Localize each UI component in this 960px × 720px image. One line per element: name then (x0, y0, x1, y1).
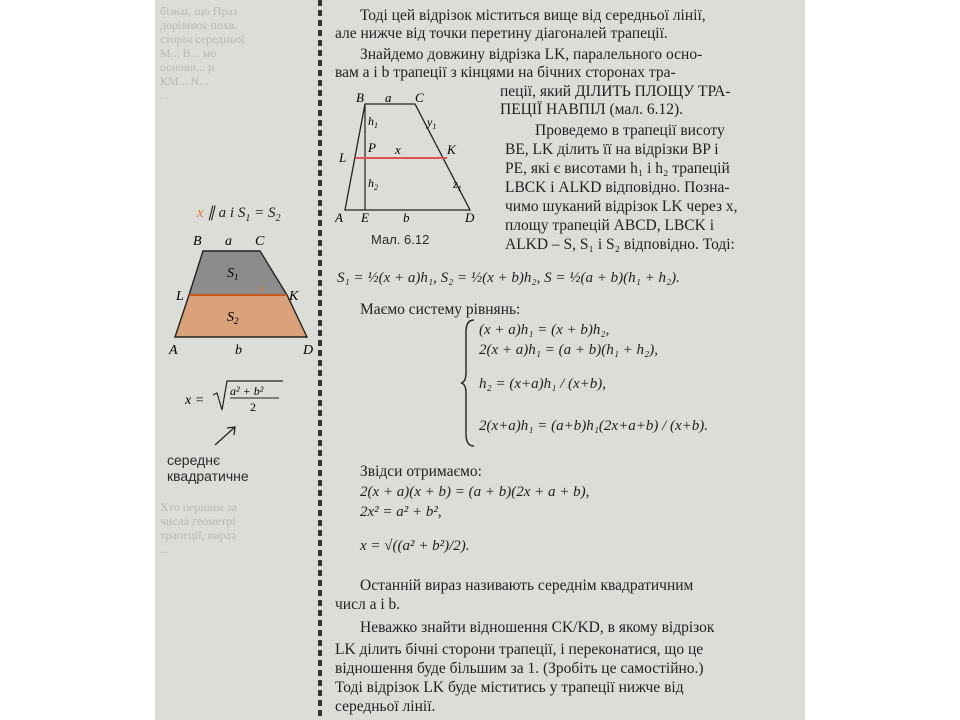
vertex-k: K (289, 289, 299, 304)
svg-text:z1: $z_1$ (453, 177, 462, 193)
system-eq-4: 2(x+a)h₁ = (a+b)h₁(2x+a+b) / (x+b). (479, 418, 709, 434)
text-line-13: ALKD – S, S₁ і S₂ відповідно. Тоді: (505, 236, 735, 253)
sidebar-condition: x ∥ a і $S_1 = S_2$ (197, 205, 281, 224)
vertex-c: C (255, 234, 265, 249)
trapezoid-lower-part (175, 295, 307, 337)
svg-text:L: L (339, 150, 347, 165)
result-intro: Звідси отримаємо: (360, 463, 482, 480)
system-intro: Маємо систему рівнянь: (360, 301, 521, 318)
sidebar-note-1: середнє (167, 452, 221, 468)
svg-text:A: A (335, 210, 343, 225)
side-a: a (225, 234, 232, 249)
closing-line-3: Неважко знайти відношення CK/KD, в якому відрізок (360, 619, 715, 636)
vertex-b: B (193, 234, 202, 249)
svg-text:a: a (385, 92, 392, 105)
svg-text:P: P (368, 140, 376, 155)
text-line-12: площу трапецій ABCD, LBCK і (505, 217, 715, 234)
svg-text:y1: $y_1$ (427, 115, 437, 131)
system-eq-1: (x + a)h₁ = (x + b)h₂, (479, 322, 610, 338)
textbook-page: бізкаі, що Праз дорівнює похв. сторін середньої М... В... мо основи... р КМ... N... ... Хто першим за числа геометрі трапеції, вираз ... x ∥ a і $S_1 = S_2$ B a C $S_1$ x L K $S_2$ A b D x = a² + b² 2 середнє квадратичне B a C $h_1$ $y_1$ L P x K $h_2$ $z_1$ A E b D Мал. 6.12 Тоді цей відрізок міститься вище від середньої лінії, але нижче від точки перетину діагоналей трапеції. Знайдемо довжину відрізка LK, паралельного осно- вам a і b трапеції з кінцями на бічних сторонах тра- пеції, який ДІЛИТЬ ПЛОЩУ ТРА- ПЕЦІЇ НАВПІЛ (мал. 6.12). Проведемо в трапеції висоту BE, LK ділить її на відрізки BP і PE, які є висотами h₁ і h₂ трапецій LBCK і ALKD відповідно. Позна- чимо шуканий відрізок LK через x, площу трапецій ABCD, LBCK і ALKD – S, S₁ і S₂ відповідно. Тоді: S₁ = ½(x + a)h₁, S₂ = ½(x + b)h₂, S = ½(a + b)(h₁ + h₂). Маємо систему рівнянь: (x + a)h₁ = (x + b)h₂, 2(x + a)h₁ = (a + b)(h₁ + h₂), h₂ = (x+a)h₁ / (x+b), 2(x+a)h₁ = (a+b)h₁(2x+a+b) / (x+b). Звідси отримаємо: 2(x + a)(x + b) = (a + b)(2x + a + b), 2x² = a² + b², x = √((a² + b²)/2). Останній вираз називають середнім квадратичним числ a і b. Неважко знайти відношення CK/KD, в якому відрізок LK ділить бічні сторони трапеції, і переконатися, що це відношення буде більшим за 1. (Зробіть це самостійно.) Тоді відрізок LK буде міститись у трапеції нижче від середньої лінії. (155, 0, 805, 720)
svg-text:x: x (395, 142, 401, 157)
vertex-a: A (169, 343, 178, 358)
text-line-5: пеції, який ДІЛИТЬ ПЛОЩУ ТРА- (500, 83, 731, 100)
svg-text:a² + b²: a² + b² (230, 384, 264, 398)
text-line-4: вам a і b трапеції з кінцями на бічних сторонах тра- (335, 64, 676, 81)
result-3: x = √((a² + b²)/2). (360, 538, 470, 554)
svg-text:D: D (465, 210, 475, 225)
system-brace (460, 318, 478, 448)
text-line-6: ПЕЦІЇ НАВПІЛ (мал. 6.12). (500, 101, 684, 118)
text-line-7: Проведемо в трапеції висоту (535, 122, 725, 139)
sidebar-note-2: квадратичне (167, 468, 249, 484)
vertex-d: D (303, 343, 314, 358)
text-line-10: LBCK і ALKD відповідно. Позна- (505, 179, 730, 196)
text-line-3: Знайдемо довжину відрізка LK, паралельного осно- (360, 46, 703, 63)
segment-x: x (259, 281, 265, 295)
closing-line-4: LK ділить бічні сторони трапеції, і переконатися, що це (335, 641, 704, 658)
fig-vertex-b: B (356, 92, 364, 105)
svg-text:2: 2 (250, 400, 256, 414)
system-eq-2: 2(x + a)h₁ = (a + b)(h₁ + h₂), (479, 342, 659, 358)
closing-line-5: відношення буде більшим за 1. (Зробіть це самостійно.) (335, 660, 704, 677)
area-s1: $S_1$ (227, 266, 239, 282)
svg-text:h1: $h_1$ (368, 114, 378, 130)
column-divider (318, 0, 322, 720)
result-1: 2(x + a)(x + b) = (a + b)(2x + a + b), (360, 484, 590, 500)
svg-text:E: E (361, 210, 369, 225)
vertex-l: L (176, 289, 184, 304)
closing-line-2: числ a і b. (335, 596, 401, 613)
closing-line-1: Останній вираз називають середнім квадратичним (360, 577, 694, 594)
svg-text:b: b (403, 210, 410, 225)
formula-areas: S₁ = ½(x + a)h₁, S₂ = ½(x + b)h₂, S = ½(a + b)(h₁ + h₂). (337, 270, 680, 286)
text-line-1: Тоді цей відрізок міститься вище від середньої лінії, (360, 7, 706, 24)
closing-line-6: Тоді відрізок LK буде міститись у трапеції нижче від (335, 679, 684, 696)
side-b: b (235, 343, 242, 358)
sidebar-formula: x = (185, 393, 205, 408)
closing-line-7: середньої лінії. (335, 698, 436, 715)
svg-text:h2: $h_2$ (368, 176, 378, 192)
system-eq-3: h₂ = (x+a)h₁ / (x+b), (479, 376, 607, 392)
text-line-9: PE, які є висотами h₁ і h₂ трапецій (505, 160, 730, 177)
text-line-2: але нижче від точки перетину діагоналей трапеції. (335, 25, 668, 42)
text-line-8: BE, LK ділить її на відрізки BP і (505, 141, 719, 158)
text-line-11: чимо шуканий відрізок LK через x, (505, 198, 738, 215)
result-2: 2x² = a² + b², (360, 504, 442, 520)
area-s2: $S_2$ (227, 310, 239, 326)
svg-text:K: K (447, 142, 456, 157)
figure-caption: Мал. 6.12 (371, 232, 430, 247)
sidebar-trapezoid-figure (155, 195, 315, 485)
svg-text:C: C (415, 92, 424, 105)
figure-6-12 (335, 92, 505, 252)
